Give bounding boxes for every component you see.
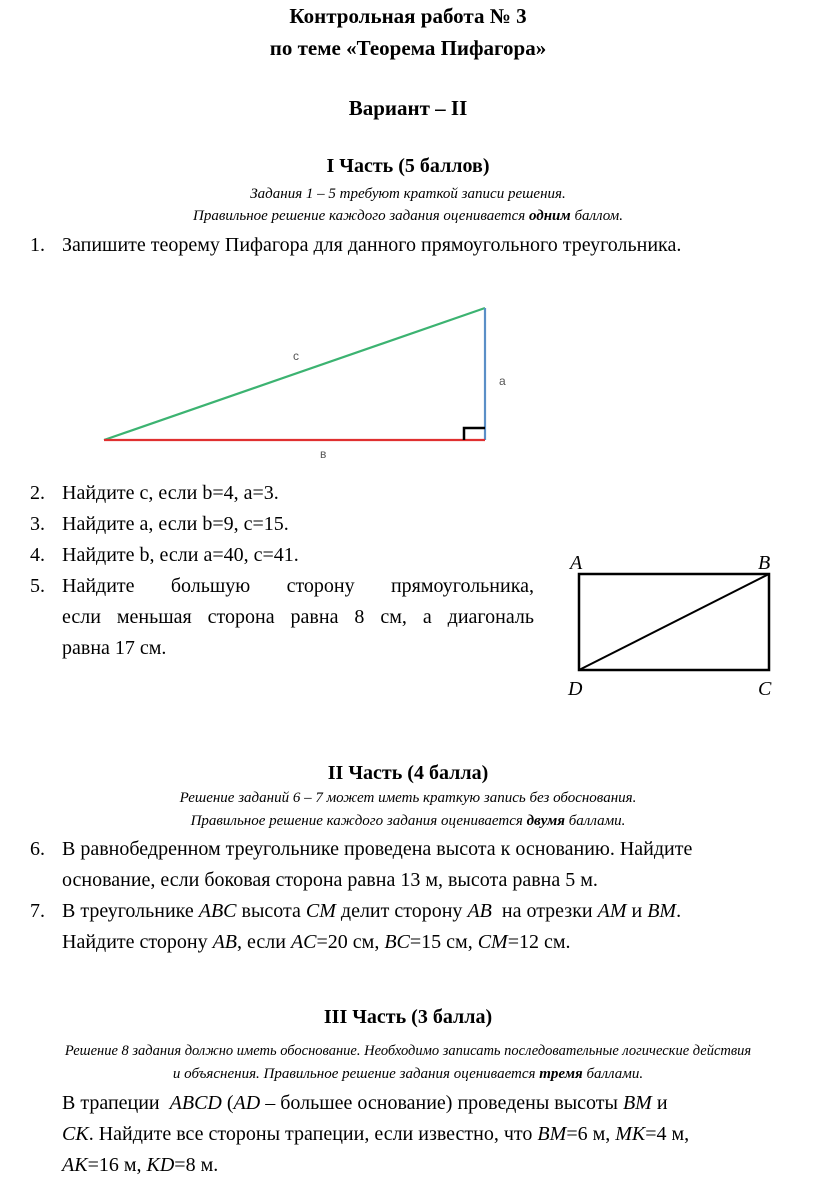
doc-title: Контрольная работа № 3 [289, 4, 527, 28]
vertex-a: A [570, 552, 583, 574]
vertex-b: B [758, 552, 771, 574]
vertex-c: C [758, 678, 772, 700]
label-c: с [293, 349, 299, 363]
part2-title: II Часть (4 балла) [327, 762, 489, 784]
part1-title: I Часть (5 баллов) [326, 155, 490, 177]
part2-note1: Решение заданий 6 – 7 может иметь краткую запись без обоснования. [179, 790, 637, 806]
task-8: В трапеции ABCD (AD – большее основание) проведены высоты BM и CK. Найдите все стороны трапеции, если известно, что BM=6 м, MK=4 м, AK=16 м, KD=8 м. [62, 1092, 690, 1176]
part3-title: III Часть (3 балла) [323, 1006, 493, 1028]
diagonal-bd [579, 574, 769, 670]
part1-note1: Задания 1 – 5 требуют краткой записи решения. [250, 186, 566, 202]
vertex-d: D [568, 678, 583, 700]
rectangle-figure [560, 550, 790, 700]
doc-topic: по теме «Теорема Пифагора» [269, 36, 547, 60]
part3-note1: Решение 8 задания должно иметь обоснование. Необходимо записать последовательные логические действия [64, 1043, 752, 1059]
right-triangle-figure [90, 268, 550, 473]
right-angle-mark [464, 428, 485, 440]
part1-note2: Правильное решение каждого задания оценивается одним баллом. [192, 208, 623, 224]
variant-label: Вариант – II [348, 96, 468, 120]
label-b: в [320, 447, 327, 461]
label-a: а [499, 374, 506, 388]
part3-note2: и объяснения. Правильное решение задания оценивается тремя баллами. [172, 1066, 644, 1082]
part2-note2: Правильное решение каждого задания оценивается двумя баллами. [190, 813, 626, 829]
hypotenuse-c [104, 308, 485, 440]
